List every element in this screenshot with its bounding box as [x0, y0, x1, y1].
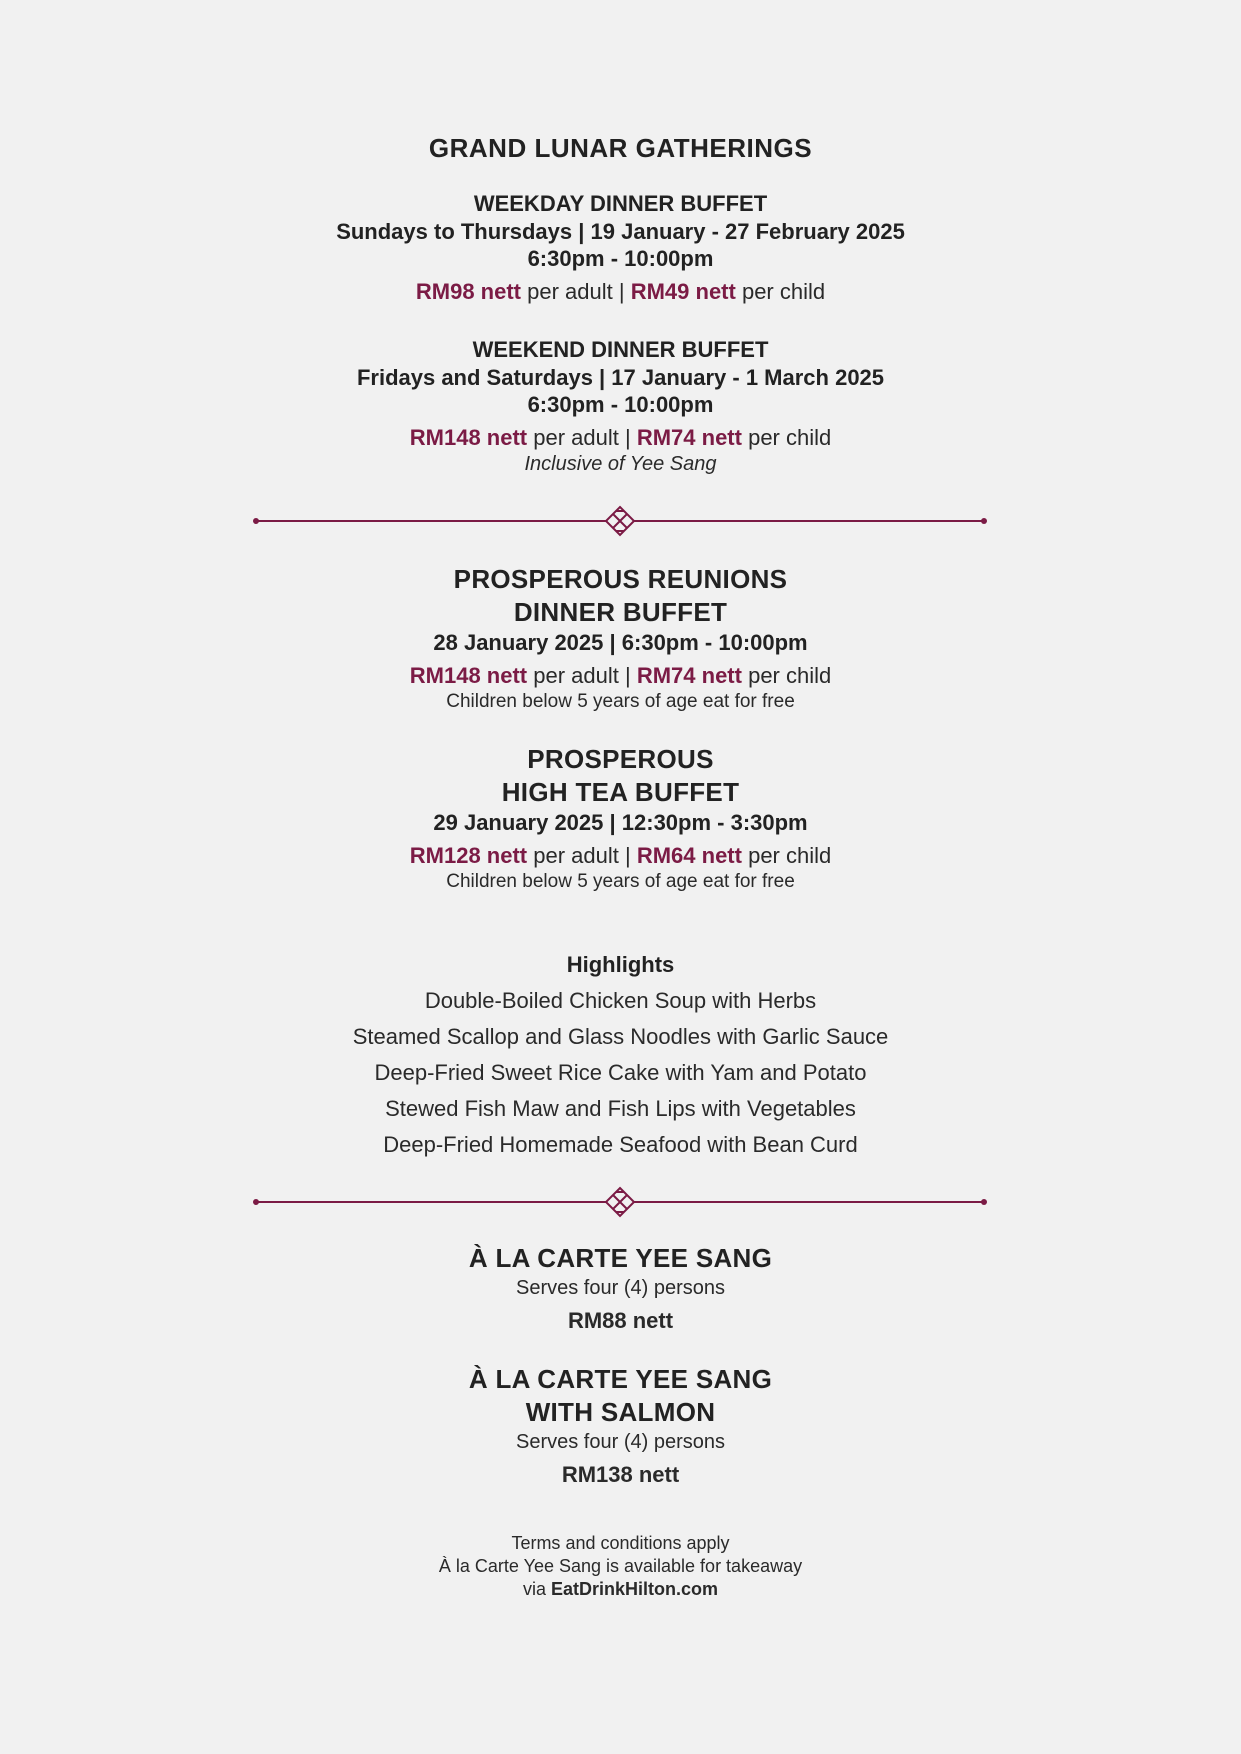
highlight-item: Deep-Fried Homemade Seafood with Bean Curd [383, 1132, 858, 1157]
ornamental-divider [252, 505, 988, 537]
high-tea-note: Children below 5 years of age eat for free [446, 871, 795, 892]
endless-knot-icon [600, 1188, 640, 1216]
weekend-adult-price: RM148 nett [409, 425, 528, 450]
highlights-title: Highlights [566, 952, 675, 977]
high-tea-child-label: per child [748, 843, 832, 868]
reunion-child-label: per child [748, 663, 832, 688]
yee-sang-section [0, 1242, 1241, 1335]
weekday-dates: Sundays to Thursdays | 19 January - 27 February 2025 [336, 219, 905, 244]
weekday-time: 6:30pm - 10:00pm [527, 246, 714, 271]
reunion-adult-price: RM148 nett [409, 663, 528, 688]
weekend-title: WEEKEND DINNER BUFFET [472, 337, 769, 362]
weekday-title: WEEKDAY DINNER BUFFET [473, 191, 768, 216]
highlight-item: Double-Boiled Chicken Soup with Herbs [424, 988, 817, 1013]
website-line [0, 1578, 1241, 1601]
weekend-child-price: RM74 nett [636, 425, 742, 450]
reunion-note: Children below 5 years of age eat for free [446, 691, 795, 712]
weekday-adult-label: per adult | [527, 279, 625, 304]
terms-section [0, 1532, 1241, 1601]
high-tea-title-line1: PROSPEROUS [527, 744, 714, 774]
highlight-item: Steamed Scallop and Glass Noodles with Garlic Sauce [352, 1024, 889, 1049]
weekend-child-label: per child [748, 425, 832, 450]
website-link[interactable]: EatDrinkHilton.com [551, 1579, 719, 1599]
website-prefix: via [522, 1579, 546, 1599]
weekend-note: Inclusive of Yee Sang [524, 453, 717, 475]
takeaway-line: À la Carte Yee Sang is available for takeaway [438, 1556, 803, 1576]
yee-sang-price: RM88 nett [567, 1308, 674, 1333]
reunion-price-line [0, 662, 1241, 690]
high-tea-title-line2: HIGH TEA BUFFET [501, 777, 740, 807]
highlight-item: Stewed Fish Maw and Fish Lips with Vegetables [385, 1096, 856, 1121]
weekday-buffet-section [0, 190, 1241, 306]
high-tea-adult-label: per adult | [533, 843, 631, 868]
highlight-item: Deep-Fried Sweet Rice Cake with Yam and Potato [374, 1060, 867, 1085]
high-tea-date-time: 29 January 2025 | 12:30pm - 3:30pm [433, 810, 808, 835]
high-tea-buffet-section [0, 743, 1241, 894]
main-title-block [0, 131, 1241, 165]
reunion-adult-label: per adult | [533, 663, 631, 688]
yee-sang-title: À LA CARTE YEE SANG [468, 1243, 773, 1273]
reunion-date-time: 28 January 2025 | 6:30pm - 10:00pm [433, 630, 808, 655]
high-tea-child-price: RM64 nett [636, 843, 742, 868]
high-tea-price-line [0, 842, 1241, 870]
reunion-title-line1: PROSPEROUS REUNIONS [453, 564, 788, 594]
weekend-adult-label: per adult | [533, 425, 631, 450]
reunion-child-price: RM74 nett [636, 663, 742, 688]
weekend-time: 6:30pm - 10:00pm [527, 392, 714, 417]
weekday-price-line [0, 278, 1241, 306]
weekday-adult-price: RM98 nett [415, 279, 521, 304]
ornamental-divider [252, 1186, 988, 1218]
reunion-title-line2: DINNER BUFFET [513, 597, 728, 627]
weekend-price-line [0, 424, 1241, 452]
high-tea-adult-price: RM128 nett [409, 843, 528, 868]
weekend-buffet-section [0, 336, 1241, 477]
reunion-buffet-section [0, 563, 1241, 714]
terms-line: Terms and conditions apply [511, 1533, 730, 1553]
weekday-child-price: RM49 nett [630, 279, 736, 304]
yee-sang-salmon-title-line2: WITH SALMON [525, 1397, 716, 1427]
yee-sang-serves: Serves four (4) persons [516, 1277, 725, 1299]
endless-knot-icon [600, 507, 640, 535]
highlights-section [0, 951, 1241, 1163]
yee-sang-salmon-title-line1: À LA CARTE YEE SANG [468, 1364, 773, 1394]
weekend-dates: Fridays and Saturdays | 17 January - 1 March 2025 [356, 365, 885, 390]
weekday-child-label: per child [741, 279, 826, 304]
yee-sang-salmon-section [0, 1363, 1241, 1489]
page-title: GRAND LUNAR GATHERINGS [428, 133, 813, 163]
yee-sang-salmon-serves: Serves four (4) persons [516, 1431, 725, 1453]
yee-sang-salmon-price: RM138 nett [561, 1462, 680, 1487]
